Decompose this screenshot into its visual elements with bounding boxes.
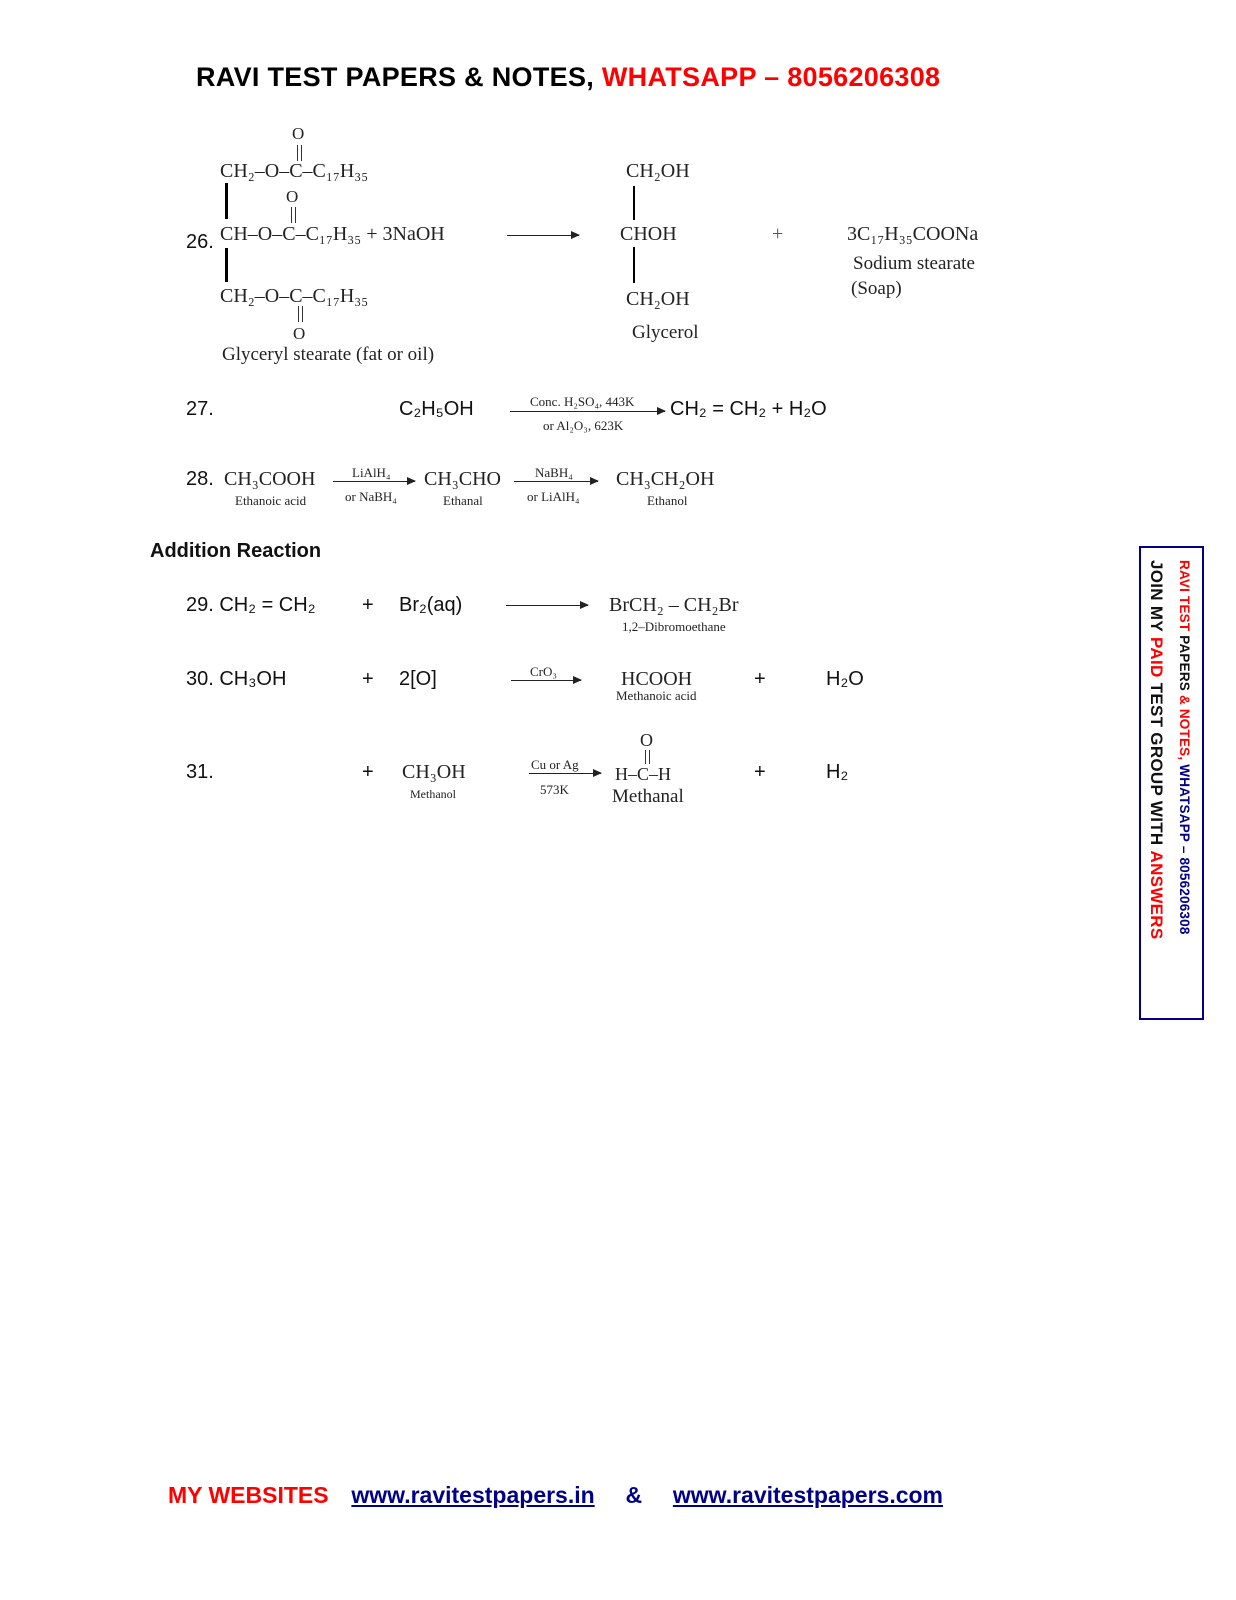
reaction-arrow bbox=[511, 680, 581, 681]
reactant-label: Glyceryl stearate (fat or oil) bbox=[222, 344, 435, 365]
byproduct: H₂O bbox=[826, 668, 864, 690]
soap-name: Sodium stearate bbox=[853, 253, 975, 274]
condition-bottom: or LiAlH₄ bbox=[527, 489, 580, 504]
side-banner-line-2 bbox=[1146, 560, 1166, 940]
side-text: & bbox=[1177, 694, 1192, 705]
plus-sign: + bbox=[772, 223, 784, 245]
product-name: Methanal bbox=[612, 786, 684, 807]
compound-c: CH₃CH₂OH bbox=[616, 468, 715, 490]
compound-a: CH₃COOH bbox=[224, 468, 316, 490]
double-bond bbox=[298, 306, 303, 322]
product-name: Methanoic acid bbox=[616, 688, 697, 703]
side-text: NOTES, bbox=[1177, 708, 1192, 761]
condition-top: NaBH₄ bbox=[535, 465, 573, 480]
reaction-arrow bbox=[510, 411, 665, 412]
compound-c-name: Ethanol bbox=[647, 493, 688, 508]
product: H–C–H bbox=[615, 764, 672, 784]
website-link-in[interactable]: www.ravitestpapers.in bbox=[351, 1482, 595, 1508]
glycerol-line-1: CH₂OH bbox=[626, 160, 690, 182]
side-text: TEST GROUP WITH bbox=[1147, 682, 1166, 846]
reaction-number: 26. bbox=[186, 231, 214, 253]
reaction-number: 31. bbox=[186, 761, 214, 783]
footer-label: MY WEBSITES bbox=[168, 1482, 329, 1508]
side-text: ANSWERS bbox=[1147, 850, 1166, 940]
reaction-number: 28. bbox=[186, 468, 214, 490]
carbonyl-oxygen: O bbox=[640, 730, 653, 750]
reactant: C₂H₅OH bbox=[399, 398, 474, 420]
glycerol-line-3: CH₂OH bbox=[626, 288, 690, 310]
glycerol-line-2: CHOH bbox=[620, 223, 677, 245]
condition-bottom: or Al₂O₃, 623K bbox=[543, 418, 624, 433]
reactant-name: Methanol bbox=[410, 787, 456, 801]
website-link-com[interactable]: www.ravitestpapers.com bbox=[672, 1482, 944, 1508]
reaction-arrow bbox=[507, 235, 579, 236]
plus-sign: + bbox=[362, 594, 374, 616]
page-header bbox=[196, 62, 940, 93]
carbonyl-oxygen: O bbox=[293, 324, 306, 343]
reaction-arrow bbox=[333, 481, 415, 482]
condition-top: LiAlH₄ bbox=[352, 465, 391, 480]
reactant: CH₃OH bbox=[402, 761, 466, 783]
reaction-arrow bbox=[529, 773, 601, 774]
soap-note: (Soap) bbox=[851, 278, 902, 299]
product: BrCH₂ – CH₂Br bbox=[609, 594, 739, 616]
compound-b-name: Ethanal bbox=[443, 493, 483, 508]
ester-line-3: CH₂–O–C–C₁₇H₃₅ bbox=[220, 285, 369, 307]
product-label: Glycerol bbox=[632, 322, 699, 343]
double-bond bbox=[297, 145, 302, 161]
header-whatsapp: WHATSAPP – 8056206308 bbox=[601, 62, 941, 92]
double-bond bbox=[291, 207, 296, 223]
side-text: PAID bbox=[1147, 637, 1166, 678]
side-banner bbox=[1139, 546, 1204, 1020]
plus-sign: + bbox=[754, 761, 766, 783]
product: HCOOH bbox=[621, 668, 693, 690]
page-footer bbox=[168, 1482, 943, 1509]
carbonyl-oxygen: O bbox=[292, 124, 305, 143]
reagent: Br₂(aq) bbox=[399, 594, 463, 616]
reaction-number: 29. CH₂ = CH₂ bbox=[186, 594, 316, 616]
condition-top: Conc. H₂SO₄, 443K bbox=[530, 394, 635, 409]
product-name: 1,2–Dibromoethane bbox=[622, 619, 726, 634]
compound-a-name: Ethanoic acid bbox=[235, 493, 307, 508]
compound-b: CH₃CHO bbox=[424, 468, 501, 490]
byproduct: H₂ bbox=[826, 761, 849, 783]
carbonyl-oxygen: O bbox=[286, 187, 299, 206]
reaction-number: 30. CH₃OH bbox=[186, 668, 287, 690]
plus-sign: + bbox=[362, 668, 374, 690]
condition-top: Cu or Ag bbox=[531, 757, 579, 772]
soap-formula: 3C₁₇H₃₅COONa bbox=[847, 223, 979, 245]
bond-line bbox=[225, 248, 228, 282]
footer-ampersand: & bbox=[625, 1482, 643, 1508]
plus-sign: + bbox=[362, 761, 374, 783]
bond-line bbox=[633, 186, 635, 220]
header-prefix: RAVI TEST PAPERS & NOTES, bbox=[196, 62, 595, 92]
reaction-number: 27. bbox=[186, 398, 214, 420]
condition-bottom: or NaBH₄ bbox=[345, 489, 397, 504]
bond-line bbox=[633, 247, 635, 283]
ester-line-1: CH₂–O–C–C₁₇H₃₅ bbox=[220, 160, 369, 182]
product: CH₂ = CH₂ + H₂O bbox=[670, 398, 827, 420]
double-bond bbox=[645, 750, 650, 764]
reagent: 2[O] bbox=[399, 668, 437, 690]
ester-line-2: CH–O–C–C₁₇H₃₅ + 3NaOH bbox=[220, 223, 445, 245]
condition-top: CrO₃ bbox=[530, 664, 557, 679]
plus-sign: + bbox=[754, 668, 766, 690]
side-text: WHATSAPP – 8056206308 bbox=[1177, 764, 1192, 935]
side-text: RAVI TEST bbox=[1177, 560, 1192, 632]
section-title: Addition Reaction bbox=[150, 540, 322, 562]
side-banner-line-1 bbox=[1177, 560, 1192, 935]
side-text: JOIN MY bbox=[1147, 560, 1166, 633]
reaction-arrow bbox=[506, 605, 588, 606]
condition-bottom: 573K bbox=[540, 782, 569, 797]
bond-line bbox=[225, 183, 228, 219]
reaction-arrow bbox=[514, 481, 598, 482]
side-text: PAPERS bbox=[1177, 635, 1192, 691]
